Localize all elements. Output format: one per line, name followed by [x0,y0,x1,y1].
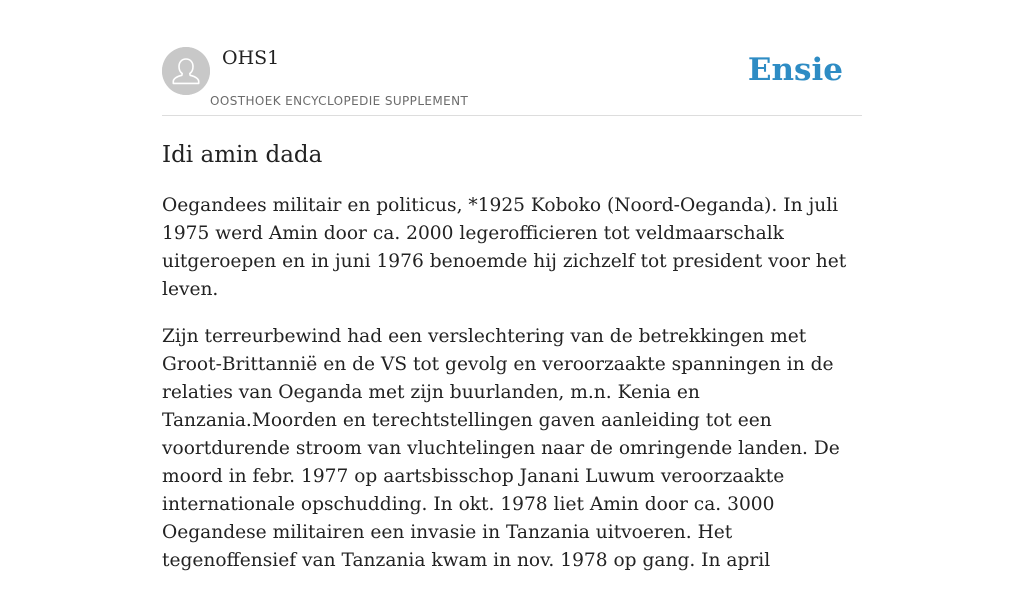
article-page [162,0,862,571]
author-avatar[interactable] [162,47,210,95]
article-body [162,192,862,594]
article-paragraph: Oegandees militair en politicus, *1925 Koboko (Noord-Oeganda). In juli 1975 werd Amin door ca. 2000 legerofficieren tot veldmaarschalk uitgeroepen en in juni 1976 benoemde hij zichzelf tot president voor het leven. [162,195,847,300]
user-silhouette-icon [162,47,210,95]
article-paragraph: Zijn terreurbewind had een verslechtering van de betrekkingen met Groot-Brittannië en de VS tot gevolg en veroorzaakte spanningen in de relaties van Oeganda met zijn buurlanden, m.n. Kenia en Tanzania.Moorden en terechtstellingen gaven aanleiding tot een voortdurende stroom van vluchtelingen naar de omringende landen. De moord in febr. 1977 op aartsbisschop Janani Luwum veroorzaakte internationale opschudding. In okt. 1978 liet Amin door ca. 3000 Oegandese militairen een invasie in Tanzania uitvoeren. Het tegenoffensief van Tanzania kwam in nov. 1978 op gang. In april [162,326,840,571]
source-label[interactable]: OOSTHOEK ENCYCLOPEDIE SUPPLEMENT [210,94,469,108]
author-name[interactable]: OHS1 [222,47,280,69]
article-header [162,0,862,116]
article-title: Idi amin dada [162,142,323,168]
ensie-logo[interactable]: Ensie [747,52,843,88]
